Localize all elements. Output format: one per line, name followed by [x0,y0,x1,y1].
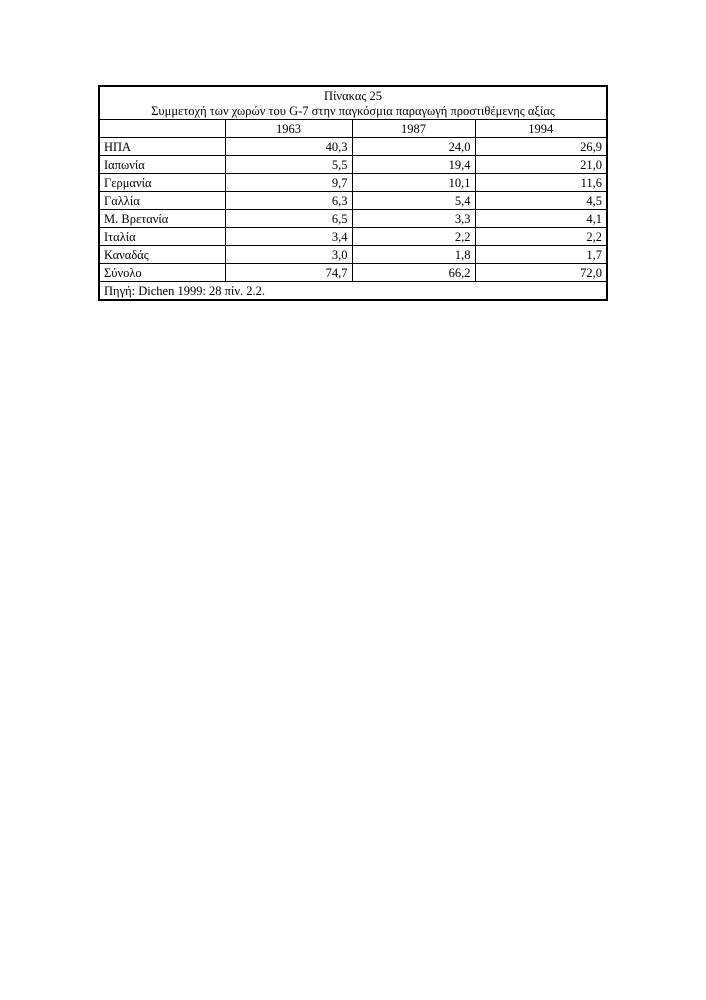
data-table [98,85,608,301]
header-cell-year: 1987 [352,120,475,138]
row-label: Γερμανία [99,174,225,192]
value-cell: 2,2 [352,228,475,246]
row-label: Μ. Βρετανία [99,210,225,228]
value-cell: 6,3 [225,192,352,210]
header-cell-empty [99,120,225,138]
row-label: Σύνολο [99,264,225,282]
value-cell: 5,5 [225,156,352,174]
value-cell: 24,0 [352,138,475,156]
value-cell: 66,2 [352,264,475,282]
row-label: Γαλλία [99,192,225,210]
table-row [99,138,607,156]
value-cell: 74,7 [225,264,352,282]
value-cell: 21,0 [475,156,607,174]
value-cell: 19,4 [352,156,475,174]
value-cell: 10,1 [352,174,475,192]
value-cell: 4,5 [475,192,607,210]
caption-row [99,86,607,120]
table-row [99,246,607,264]
header-row [99,120,607,138]
value-cell: 5,4 [352,192,475,210]
table-row [99,174,607,192]
row-label: Καναδάς [99,246,225,264]
value-cell: 26,9 [475,138,607,156]
table-caption [99,86,607,120]
value-cell: 2,2 [475,228,607,246]
row-label: Ιταλία [99,228,225,246]
value-cell: 11,6 [475,174,607,192]
value-cell: 9,7 [225,174,352,192]
value-cell: 40,3 [225,138,352,156]
value-cell: 3,4 [225,228,352,246]
row-label: Ιαπωνία [99,156,225,174]
value-cell: 6,5 [225,210,352,228]
table-row [99,228,607,246]
value-cell: 1,7 [475,246,607,264]
table-source: Πηγή: Dichen 1999: 28 πίν. 2.2. [99,282,607,301]
value-cell: 1,8 [352,246,475,264]
row-label: ΗΠΑ [99,138,225,156]
source-row [99,282,607,301]
value-cell: 72,0 [475,264,607,282]
table-title: Πίνακας 25 [324,89,382,103]
table-row [99,210,607,228]
value-cell: 3,3 [352,210,475,228]
table-row [99,156,607,174]
total-row [99,264,607,282]
value-cell: 4,1 [475,210,607,228]
header-cell-year: 1963 [225,120,352,138]
value-cell: 3,0 [225,246,352,264]
table-subtitle: Συμμετοχή των χωρών του G-7 στην παγκόσμια παραγωγή προστιθέμενης αξίας [151,104,555,118]
header-cell-year: 1994 [475,120,607,138]
table-row [99,192,607,210]
